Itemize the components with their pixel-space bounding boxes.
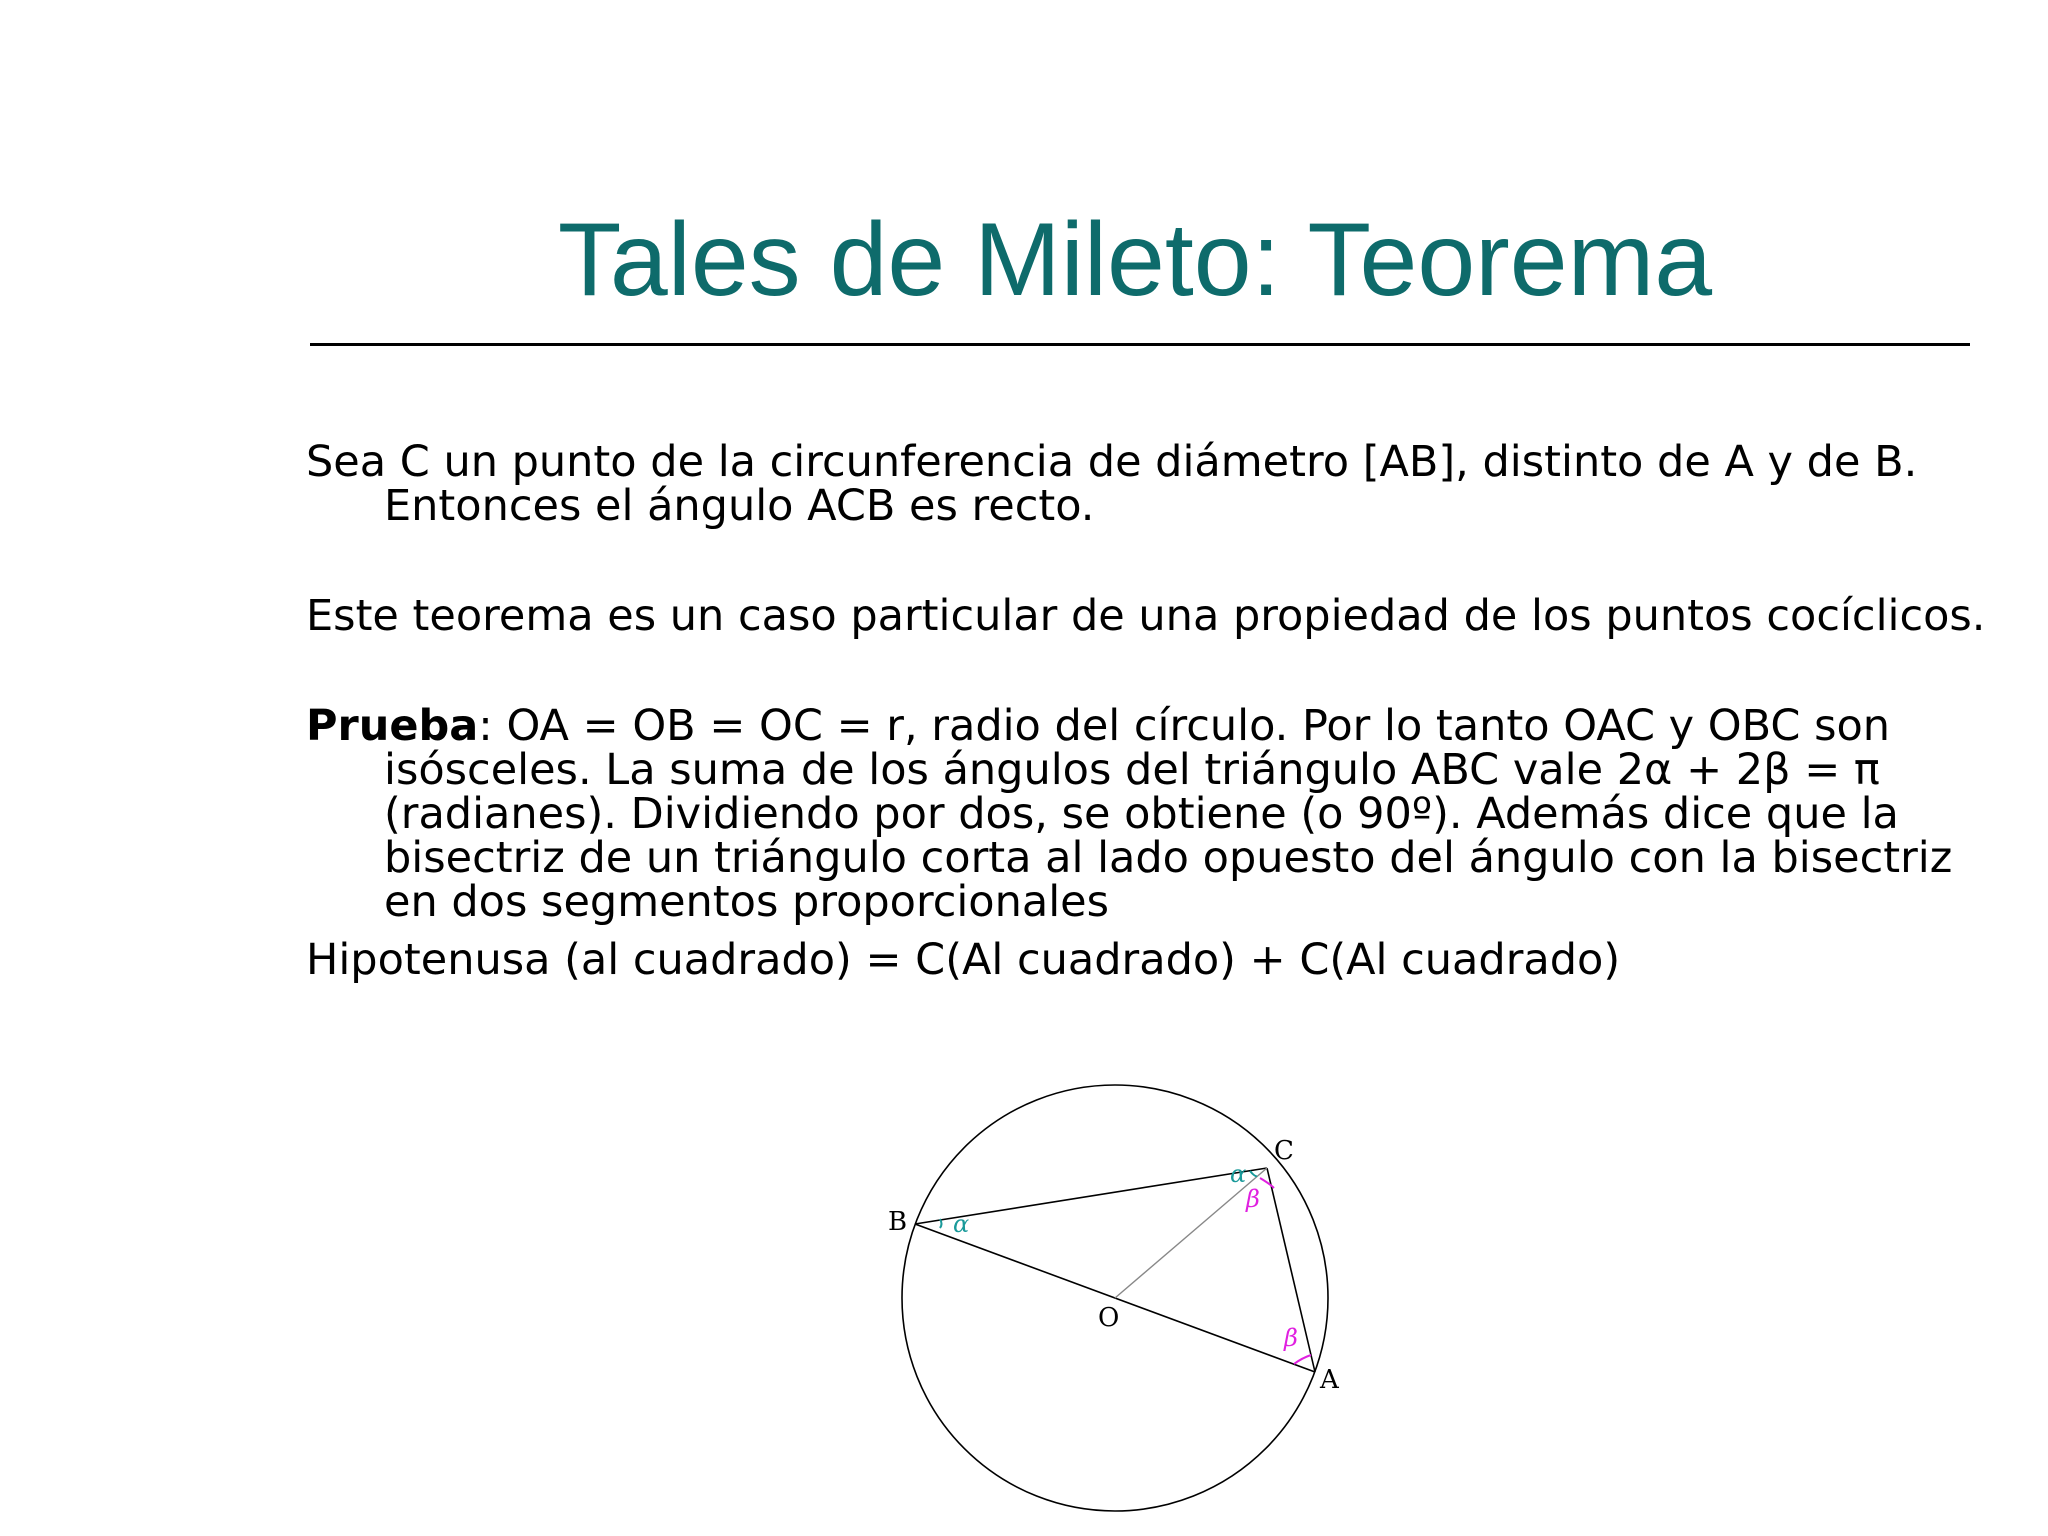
angle-arc-B [940, 1219, 942, 1228]
proof-paragraph [306, 701, 1986, 927]
angle-arc-C-alpha [1250, 1171, 1257, 1176]
point-label-A: A [1320, 1365, 1339, 1395]
pythagoras-line: Hipotenusa (al cuadrado) = C(Al cuadrado) + C(Al cuadrado) [306, 935, 1621, 985]
diagram-svg [860, 1070, 1360, 1530]
proof-label: Prueba [306, 701, 479, 751]
thales-diagram [860, 1070, 1360, 1530]
angle-arc-A [1294, 1355, 1311, 1364]
title-divider [310, 343, 1970, 346]
point-label-C: C [1274, 1136, 1294, 1166]
point-label-O: O [1098, 1303, 1120, 1333]
point-label-B: B [888, 1207, 908, 1237]
angle-label-alpha-B: α [953, 1210, 970, 1238]
angle-label-beta-C: β [1246, 1185, 1260, 1213]
theorem-note: Este teorema es un caso particular de una propiedad de los puntos cocíclicos. [306, 591, 1986, 641]
slide-body [306, 437, 1986, 985]
angle-label-beta-A: β [1284, 1324, 1298, 1352]
angle-label-alpha-C: α [1230, 1160, 1247, 1188]
proof-text: : OA = OB = OC = r, radio del círculo. Por lo tanto OAC y OBC son isósceles. La suma de los ángulos del triángulo ABC vale 2α + 2β = π (radianes). Dividiendo por dos, se obtiene (o 90º). Además dice que la bisectriz de un triángulo corta al lado opuesto del ángulo con la bisectriz en dos segmentos proporcionales [384, 701, 1953, 927]
angle-arc-C-beta [1260, 1178, 1274, 1188]
slide-title: Tales de Mileto: Teorema [557, 202, 1713, 318]
theorem-statement: Sea C un punto de la circunferencia de diámetro [AB], distinto de A y de B. Entonces el ángulo ACB es recto. [306, 437, 1918, 531]
